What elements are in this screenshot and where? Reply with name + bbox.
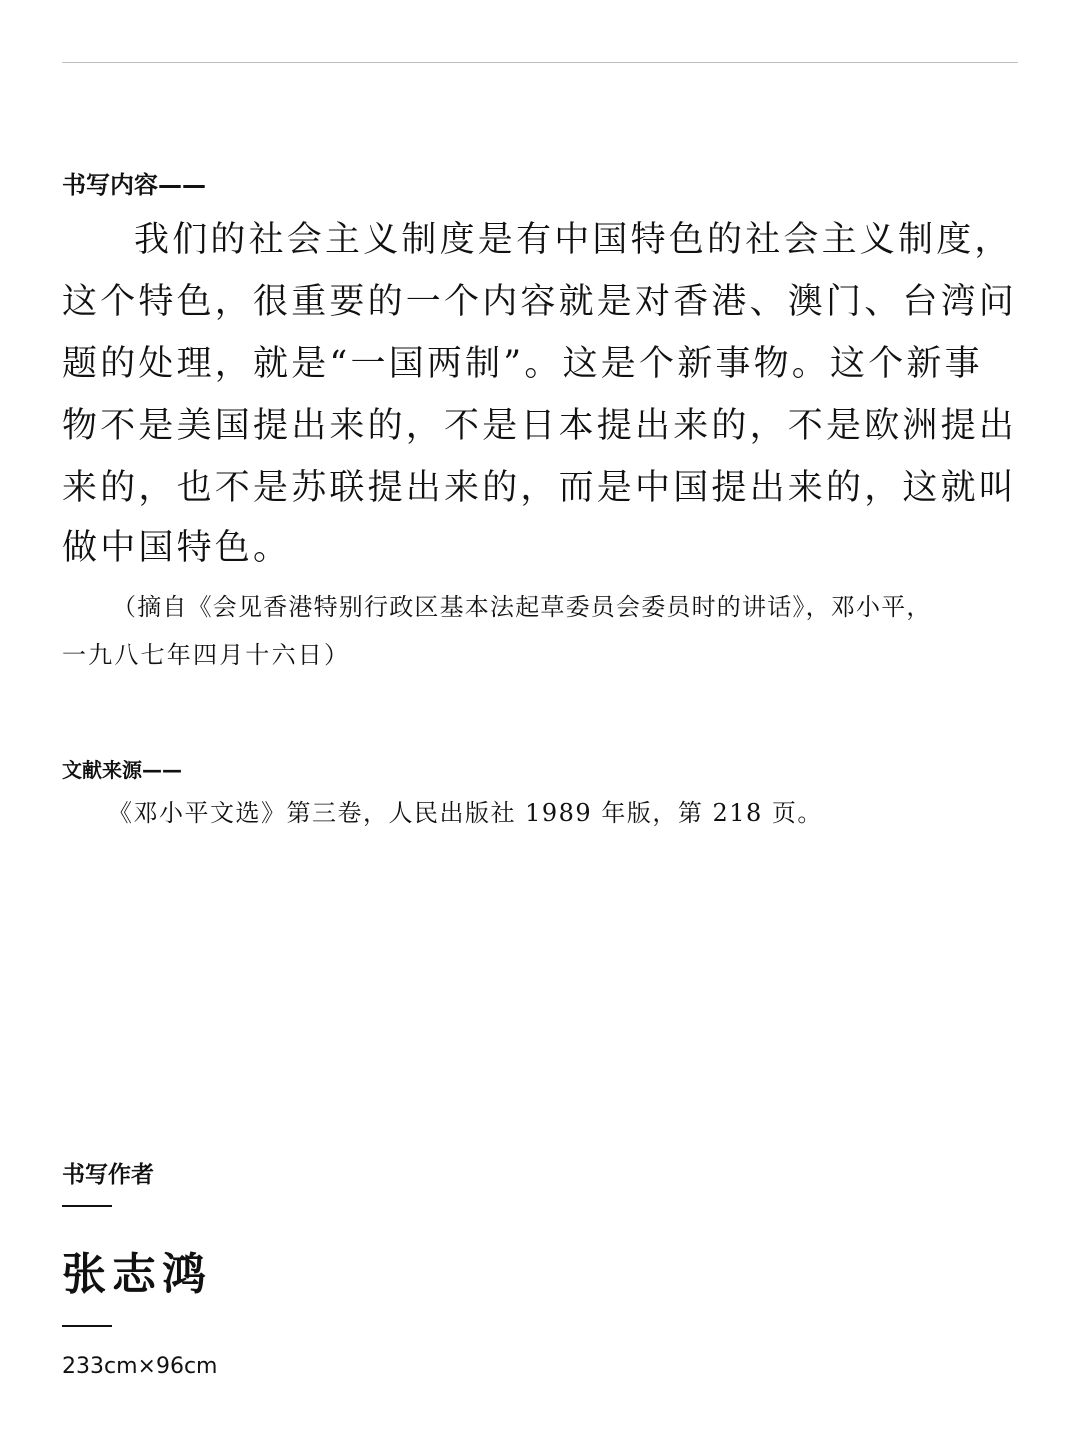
- content-line: 物不是美国提出来的，不是日本提出来的，不是欧洲提出: [62, 406, 1018, 446]
- content-line: 做中国特色。: [62, 528, 292, 568]
- content-heading: 书写内容——: [62, 171, 206, 199]
- content-line: 这个特色，很重要的一个内容就是对香港、澳门、台湾问: [62, 282, 1018, 322]
- citation-line: 一九八七年四月十六日）: [62, 641, 351, 669]
- source-text: 《邓小平文选》第三卷，人民出版社 1989 年版，第 218 页。: [108, 799, 823, 827]
- divider-dash: [62, 1325, 112, 1327]
- content-line: 来的，也不是苏联提出来的，而是中国提出来的，这就叫: [62, 468, 1018, 508]
- author-heading: 书写作者: [62, 1162, 154, 1188]
- top-divider: [62, 62, 1018, 63]
- author-name: 张志鸿: [62, 1249, 212, 1300]
- content-line: 我们的社会主义制度是有中国特色的社会主义制度，: [134, 220, 1013, 260]
- citation-line: （摘自《会见香港特别行政区基本法起草委员会委员时的讲话》，邓小平，: [112, 593, 932, 621]
- divider-dash: [62, 1205, 112, 1207]
- artwork-dimensions: 233cm×96cm: [62, 1354, 218, 1379]
- source-heading: 文献来源——: [62, 758, 182, 782]
- content-line: 题的处理，就是“一国两制”。这是个新事物。这个新事: [62, 344, 983, 384]
